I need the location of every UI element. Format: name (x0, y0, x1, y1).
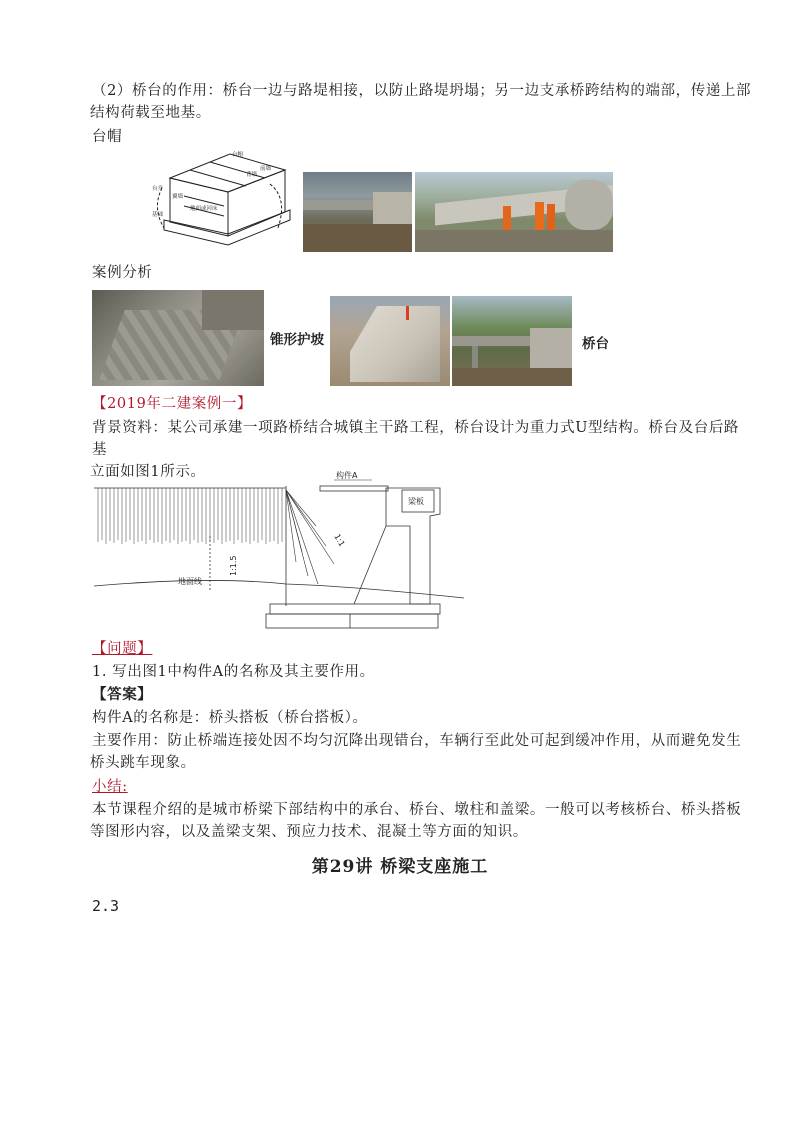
slope-label: 1:1.5 (229, 555, 238, 576)
diagram-label: 基础 (152, 212, 164, 218)
diagram-label: 台身 (152, 186, 164, 192)
answer-heading: 【答案】 (92, 686, 153, 703)
question-1: 1. 写出图1中构件A的名称及其主要作用。 (92, 664, 375, 680)
abutment-photo (452, 296, 572, 386)
slope-label: 1:1 (332, 532, 347, 549)
question-heading: 【问题】 (92, 641, 153, 657)
text-line: 桥头跳车现象。 (90, 755, 196, 771)
bridge-photo (303, 172, 412, 252)
label-taimao: 台帽 (92, 129, 123, 145)
label-cone-slope: 锥形护坡 (270, 332, 324, 348)
case-title: 【2019年二建案例一】 (92, 396, 253, 412)
label-abutment: 桥台 (582, 336, 609, 352)
cone-slope-photo (330, 296, 450, 386)
component-a-label: 构件A (336, 471, 358, 480)
text-line: 背景资料：某公司承建一项路桥结合城镇主干路工程，桥台设计为重力式U型结构。桥台及台后路基 (92, 420, 740, 458)
workers-photo (415, 172, 613, 252)
text-line: 本节课程介绍的是城市桥梁下部结构中的承台、桥台、墩柱和盖梁。一般可以考核桥台、桥头搭板 (92, 802, 742, 818)
answer-paragraph (92, 730, 752, 774)
diagram-label: 翼墙 (172, 194, 184, 200)
text-line: 立面如图1所示。 (90, 464, 206, 480)
diagram-label: 前墙 (260, 166, 272, 172)
diagram-label: 地面或河床 (190, 206, 218, 212)
case-analysis-heading: 案例分析 (92, 265, 153, 281)
summary-heading: 小结: (92, 779, 128, 795)
ground-line-label: 地面线 (178, 577, 202, 586)
abutment-diagram (150, 148, 310, 252)
text-line: （2）桥台的作用：桥台一边与路堤相接，以防止路堤坍塌；另一边支承桥跨结构的端部，传递上部 (92, 83, 752, 99)
text-line: 主要作用：防止桥端连接处因不均匀沉降出现错台，车辆行至此处可起到缓冲作用，从而避免发生 (92, 733, 742, 749)
answer-line: 构件A的名称是：桥头搭板（桥台搭板）。 (92, 710, 368, 726)
diagram-label: 台帽 (232, 152, 244, 158)
diagram-label: 背墙 (246, 172, 258, 178)
beam-label: 梁板 (408, 497, 424, 506)
section-number: 2.3 (92, 897, 120, 915)
summary-paragraph (92, 799, 752, 843)
approach-slab-photo (92, 290, 264, 386)
figure-1-elevation (90, 466, 470, 636)
text-line: 结构荷载至地基。 (90, 105, 211, 121)
paragraph-abutment-function (92, 80, 752, 124)
lecture-title: 第29讲 桥梁支座施工 (311, 857, 489, 877)
text-line: 等图形内容，以及盖梁支架、预应力技术、混凝土等方面的知识。 (90, 824, 528, 840)
